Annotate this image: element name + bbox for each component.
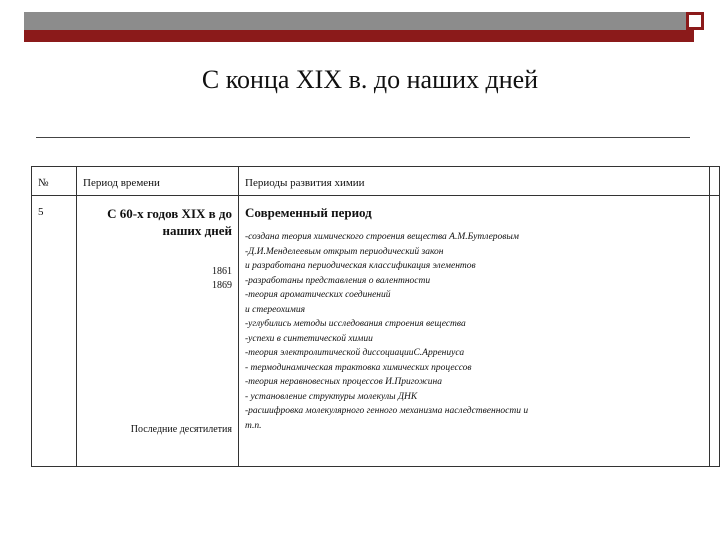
header-number-label: № bbox=[38, 177, 49, 189]
row-extra-cell bbox=[710, 196, 720, 467]
list-item: -создана теория химического строения вещества А.М.Бутлеровым bbox=[245, 232, 519, 242]
table-row bbox=[32, 196, 720, 467]
list-item: -углубились методы исследования строения вещества bbox=[245, 319, 466, 329]
development-title: Современный период bbox=[245, 205, 372, 220]
header-development bbox=[239, 167, 710, 196]
header-development-label: Периоды развития химии bbox=[245, 177, 365, 189]
header-extra-cell bbox=[710, 167, 720, 196]
list-item: -разработаны представления о валентности bbox=[245, 275, 431, 286]
list-item: -теория электролитической диссоциацииС.Аррениуса bbox=[245, 348, 465, 358]
period-cell bbox=[77, 196, 239, 467]
header-number bbox=[32, 167, 77, 196]
list-item: - термодинамическая трактовка химических процессов bbox=[245, 362, 472, 373]
table-header-row bbox=[32, 167, 720, 196]
header-period-label: Период времени bbox=[83, 177, 160, 189]
header-red-bar bbox=[24, 30, 694, 42]
list-item: и разработана периодическая классификация элементов bbox=[245, 261, 476, 271]
slide-title: С конца XIX в. до наших дней bbox=[201, 65, 539, 94]
header-period bbox=[77, 167, 239, 196]
list-item: -теория ароматических соединений bbox=[245, 290, 391, 300]
list-item: и стереохимия bbox=[245, 304, 306, 315]
row-number: 5 bbox=[38, 206, 44, 218]
period-title: С 60-х годов XIX в до наших дней bbox=[107, 206, 232, 238]
history-table bbox=[31, 166, 720, 467]
row-number-cell bbox=[32, 196, 77, 467]
list-item: -успехи в синтетической химии bbox=[245, 333, 373, 344]
corner-box-decoration bbox=[686, 12, 704, 30]
list-item: -расшифровка молекулярного генного механизма наследственности и bbox=[245, 406, 529, 416]
list-item: -теория неравновесных процессов И.Пригожина bbox=[245, 377, 442, 387]
list-item: - установление структуры молекулы ДНК bbox=[245, 391, 418, 402]
last-decades-label: Последние десятилетия bbox=[130, 424, 232, 435]
title-rule bbox=[36, 137, 690, 138]
header-gray-bar bbox=[24, 12, 694, 30]
list-item: т.п. bbox=[245, 420, 262, 431]
list-item: -Д.И.Менделеевым открыт периодический закон bbox=[245, 246, 444, 257]
development-cell bbox=[239, 196, 710, 467]
year-1861: 1861 bbox=[212, 266, 232, 277]
development-list bbox=[239, 221, 709, 433]
year-1869: 1869 bbox=[212, 280, 232, 291]
